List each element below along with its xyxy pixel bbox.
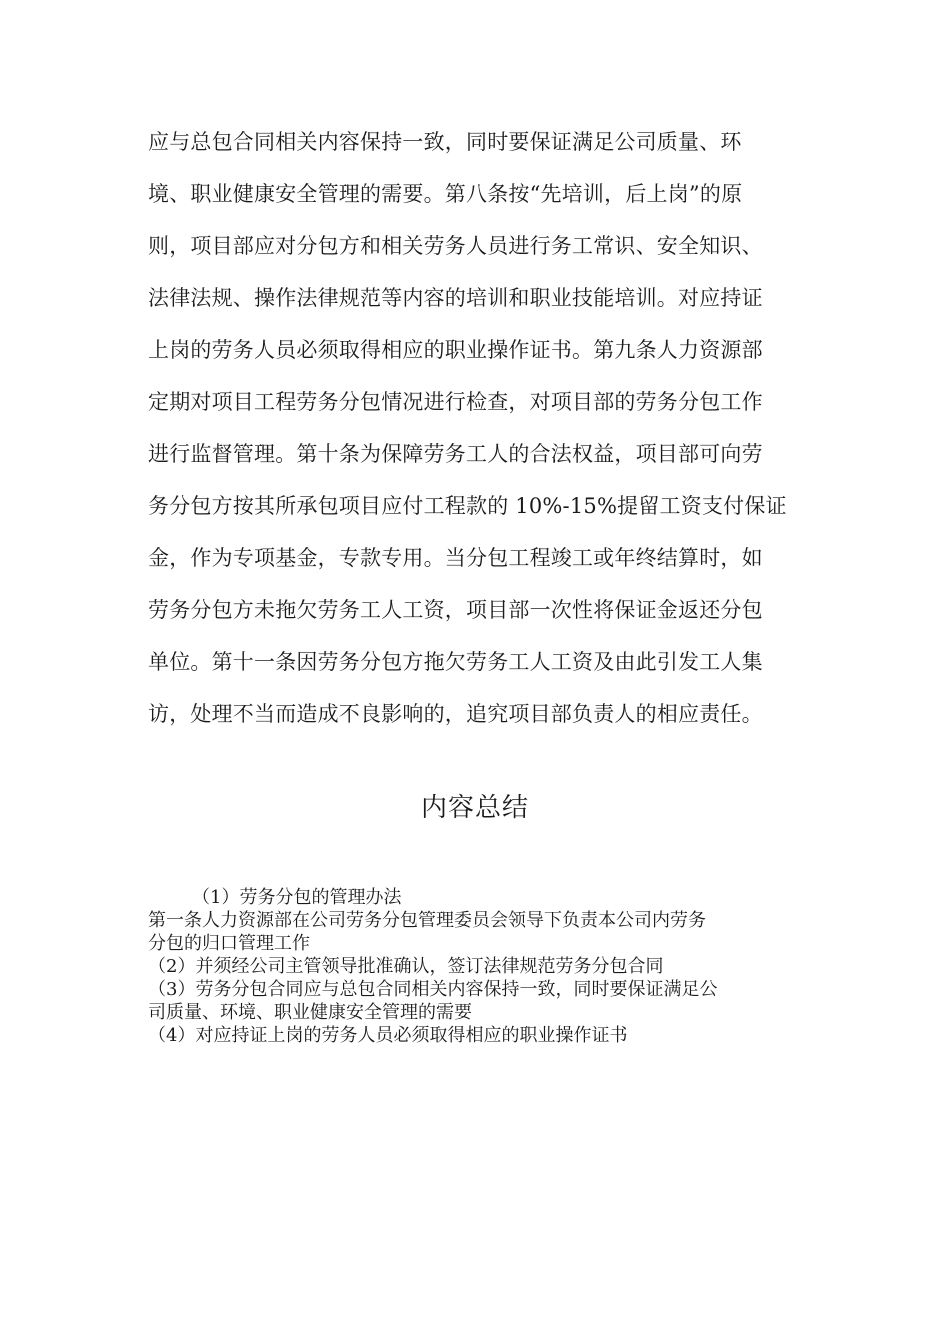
summary-item: 分包的归口管理工作 bbox=[148, 933, 310, 954]
body-line: 单位。第十一条因劳务分包方拖欠劳务工人工资及由此引发工人集 bbox=[148, 650, 763, 674]
body-line: 则，项目部应对分包方和相关劳务人员进行务工常识、安全知识、 bbox=[148, 234, 763, 258]
summary-item: 第一条人力资源部在公司劳务分包管理委员会领导下负责本公司内劳务 bbox=[148, 910, 706, 931]
summary-list bbox=[148, 886, 808, 1047]
summary-item: （4）对应持证上岗的劳务人员必须取得相应的职业操作证书 bbox=[148, 1025, 628, 1046]
body-line: 法律法规、操作法律规范等内容的培训和职业技能培训。对应持证 bbox=[148, 286, 763, 310]
summary-item: （2）并须经公司主管领导批准确认，签订法律规范劳务分包合同 bbox=[148, 956, 664, 977]
summary-title: 内容总结 bbox=[420, 793, 529, 823]
body-line: 进行监督管理。第十条为保障劳务工人的合法权益，项目部可向劳 bbox=[148, 442, 763, 466]
summary-item: 司质量、环境、职业健康安全管理的需要 bbox=[148, 1002, 472, 1023]
body-line: 定期对项目工程劳务分包情况进行检查，对项目部的劳务分包工作 bbox=[148, 390, 763, 414]
body-line: 金，作为专项基金，专款专用。当分包工程竣工或年终结算时，如 bbox=[148, 546, 763, 570]
body-line: 应与总包合同相关内容保持一致，同时要保证满足公司质量、环 bbox=[148, 130, 742, 154]
body-line: 劳务分包方未拖欠劳务工人工资，项目部一次性将保证金返还分包 bbox=[148, 598, 763, 622]
summary-item: （1）劳务分包的管理办法 bbox=[192, 887, 402, 908]
body-line: 境、职业健康安全管理的需要。第八条按“先培训，后上岗”的原 bbox=[148, 182, 743, 206]
body-text bbox=[148, 116, 808, 740]
body-line: 访，处理不当而造成不良影响的，追究项目部负责人的相应责任。 bbox=[148, 702, 763, 726]
body-line: 务分包方按其所承包项目应付工程款的 10%-15%提留工资支付保证 bbox=[148, 494, 787, 518]
summary-item: （3）劳务分包合同应与总包合同相关内容保持一致，同时要保证满足公 bbox=[148, 979, 718, 1000]
body-line: 上岗的劳务人员必须取得相应的职业操作证书。第九条人力资源部 bbox=[148, 338, 763, 362]
